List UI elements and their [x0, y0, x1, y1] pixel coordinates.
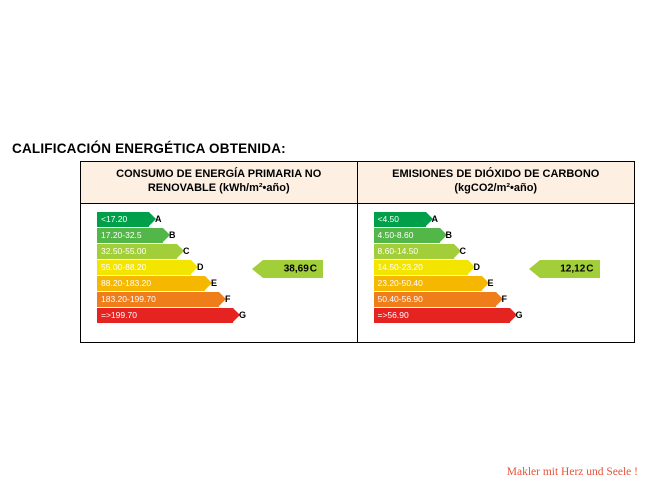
scale-bar-b [97, 228, 163, 243]
scale-bar-f [97, 292, 219, 307]
scale-bar-g [97, 308, 233, 323]
scale-bar-letter: A [155, 214, 162, 224]
scale-bar-letter: D [197, 262, 204, 272]
scale-bar-range: 14.50-23.20 [377, 262, 423, 272]
scale-row [97, 244, 255, 259]
scale-bar-a [97, 212, 149, 227]
scale-bar-range: 50.40-56.90 [377, 294, 423, 304]
scale-bar-letter: F [225, 294, 231, 304]
scale-bar-e [97, 276, 205, 291]
result-arrow-primary [263, 260, 323, 278]
scale-bar-range: <17.20 [101, 214, 128, 224]
column-co2-emissions [358, 162, 635, 342]
column-body-co2 [358, 204, 635, 342]
scale-bar-range: =>56.90 [377, 310, 409, 320]
scale-row [97, 260, 255, 275]
result-number-primary: 38,69 [283, 263, 309, 274]
scale-bar-range: 4.50-8.60 [377, 230, 414, 240]
scale-row [97, 228, 255, 243]
scale-bar-e [374, 276, 482, 291]
page-title: CALIFICACIÓN ENERGÉTICA OBTENIDA: [12, 141, 286, 156]
scale-row [374, 276, 532, 291]
scale-bar-letter: B [445, 230, 452, 240]
result-area-primary [255, 212, 357, 332]
result-arrow-co2 [540, 260, 600, 278]
scale-row [374, 292, 532, 307]
column-body-primary-energy [81, 204, 357, 342]
scale-bar-c [97, 244, 177, 259]
scale-bar-letter: D [473, 262, 480, 272]
scale-row [374, 212, 532, 227]
scale-bar-range: <4.50 [377, 214, 400, 224]
energy-scale-primary [97, 212, 255, 332]
energy-scale-co2 [374, 212, 532, 332]
scale-bar-a [374, 212, 426, 227]
result-area-co2 [532, 212, 635, 332]
scale-bar-c [374, 244, 454, 259]
scale-row [97, 308, 255, 323]
scale-row [374, 260, 532, 275]
scale-bar-letter: A [431, 214, 438, 224]
scale-bar-letter: C [459, 246, 466, 256]
column-header-primary-energy: CONSUMO DE ENERGÍA PRIMARIA NO RENOVABLE (kWh/m²•año) [81, 162, 357, 204]
scale-row [374, 244, 532, 259]
result-number-co2: 12,12 [560, 263, 586, 274]
scale-bar-range: 183.20-199.70 [101, 294, 156, 304]
scale-bar-range: 8.60-14.50 [377, 246, 419, 256]
column-header-co2: EMISIONES DE DIÓXIDO DE CARBONO (kgCO2/m²•año) [358, 162, 635, 204]
scale-bar-letter: E [487, 278, 494, 288]
scale-bar-g [374, 308, 510, 323]
scale-row [374, 308, 532, 323]
energy-certificate-table [80, 161, 635, 343]
scale-row [97, 212, 255, 227]
scale-bar-range: 55.00-88.20 [101, 262, 147, 272]
column-primary-energy-consumption [81, 162, 358, 342]
scale-bar-f [374, 292, 496, 307]
result-letter-primary: C [309, 263, 317, 274]
result-letter-co2: C [586, 263, 594, 274]
scale-row [97, 292, 255, 307]
footer-note: Makler mit Herz und Seele ! [506, 466, 638, 478]
scale-bar-letter: F [501, 294, 507, 304]
scale-bar-range: 23.20-50.40 [377, 278, 423, 288]
scale-bar-range: 32.50-55.00 [101, 246, 147, 256]
scale-bar-letter: G [239, 310, 247, 320]
scale-bar-letter: E [211, 278, 218, 288]
scale-bar-range: 17.20-32.5 [101, 230, 142, 240]
scale-bar-d [374, 260, 468, 275]
scale-row [97, 276, 255, 291]
scale-bar-letter: G [515, 310, 523, 320]
scale-row [374, 228, 532, 243]
scale-bar-letter: B [169, 230, 176, 240]
scale-bar-b [374, 228, 440, 243]
scale-bar-letter: C [183, 246, 190, 256]
scale-bar-d [97, 260, 191, 275]
result-value-co2 [560, 263, 593, 274]
result-value-primary [284, 263, 317, 274]
scale-bar-range: =>199.70 [101, 310, 137, 320]
scale-bar-range: 88.20-183.20 [101, 278, 152, 288]
